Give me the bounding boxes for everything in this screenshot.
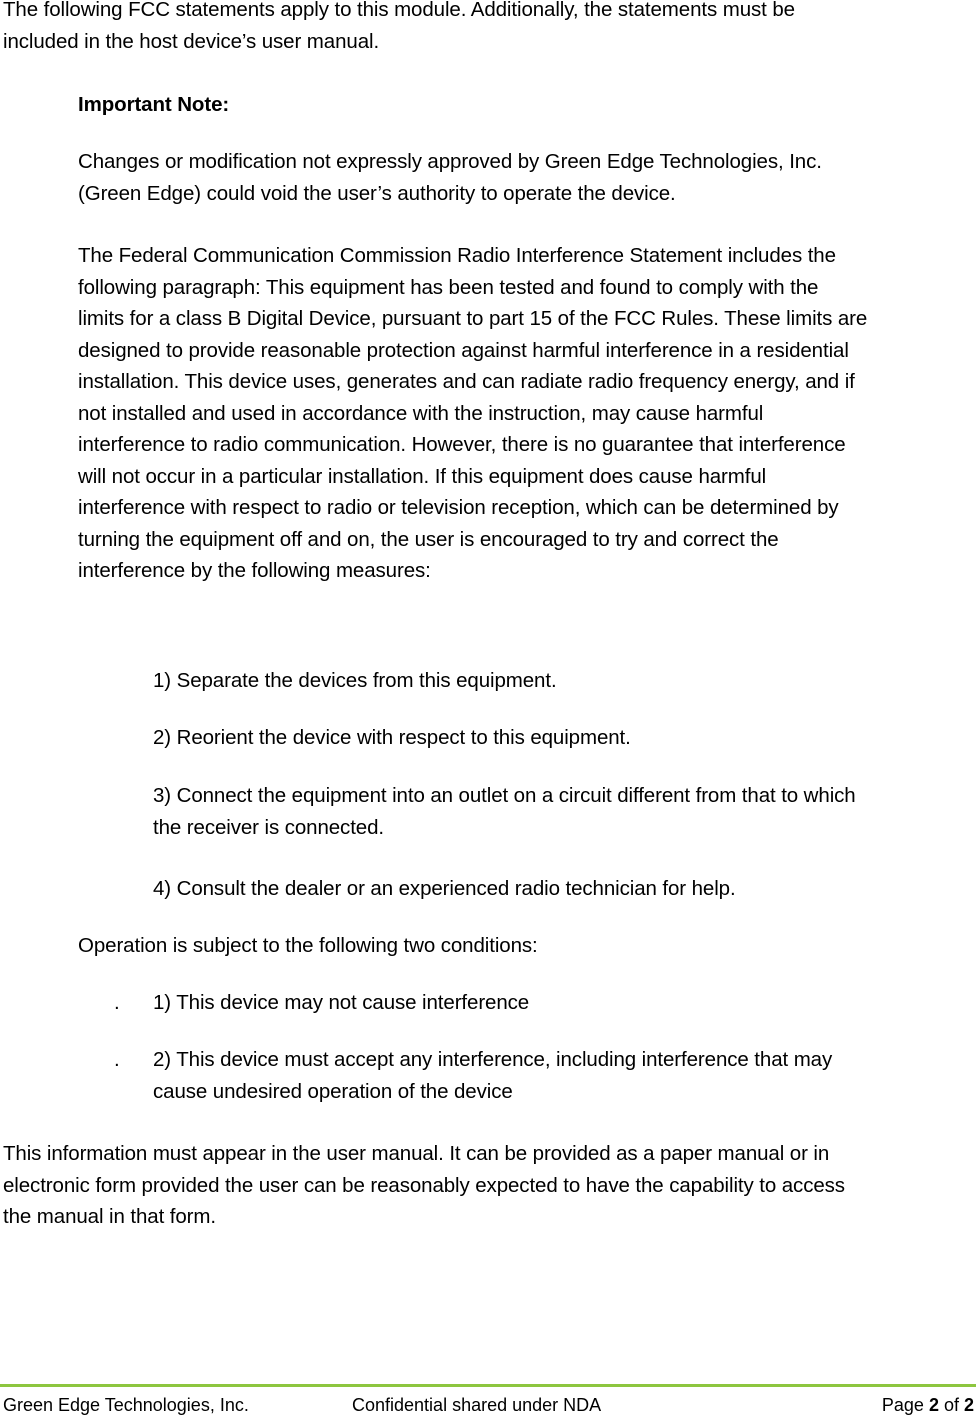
footer-divider [0, 1384, 976, 1387]
closing-paragraph: This information must appear in the user manual. It can be provided as a paper manual or in electronic form provided the user can be reasonably expected to have the capability to access the manual in that form. [3, 1142, 845, 1228]
changes-paragraph: Changes or modification not expressly approved by Green Edge Technologies, Inc. (Green Edge) could void the user’s authority to operate the device. [78, 150, 822, 205]
page-prefix: Page [881, 1395, 929, 1415]
footer-page-number [882, 1392, 974, 1418]
conditions-intro: Operation is subject to the following two conditions: [78, 934, 538, 957]
fcc-statement-paragraph: The Federal Communication Commission Radio Interference Statement includes the following paragraph: This equipment has been tested and found to comply with the limits for a class B Digital Device, pursuant to part 15 of the FCC Rules. These limits are designed to provide reasonable protection against harmful interference in a residential installation. This device uses, generates and can radiate radio frequency energy, and if not installed and used in accordance with the instruction, may cause harmful interference to radio communication. However, there is no guarantee that interference will not occur in a particular installation. If this equipment does cause harmful interference with respect to radio or television reception, which can be determined by turning the equipment off and on, the user is encouraged to try and correct the interference by the following measures: [78, 244, 868, 582]
page-total: 2 [963, 1395, 974, 1415]
page-of: of [938, 1395, 964, 1415]
condition-item: 2) This device must accept any interference, including interference that may cause undesired operation of the device [153, 1048, 833, 1103]
footer-company: Green Edge Technologies, Inc. [3, 1395, 249, 1415]
measure-item: 1) Separate the devices from this equipment. [153, 669, 557, 692]
footer-confidential: Confidential shared under NDA [352, 1395, 602, 1415]
condition-item: 1) This device may not cause interference [153, 991, 530, 1014]
measure-item: 2) Reorient the device with respect to this equipment. [153, 726, 631, 749]
condition-bullet: . [114, 1048, 120, 1071]
page-current: 2 [928, 1395, 939, 1415]
measure-item: 4) Consult the dealer or an experienced radio technician for help. [153, 877, 736, 900]
condition-bullet: . [114, 991, 120, 1014]
important-note-heading: Important Note: [78, 93, 230, 116]
measure-item: 3) Connect the equipment into an outlet on a circuit different from that to which the receiver is connected. [153, 784, 856, 839]
intro-paragraph: The following FCC statements apply to this module. Additionally, the statements must be included in the host device’s user manual. [3, 0, 795, 53]
